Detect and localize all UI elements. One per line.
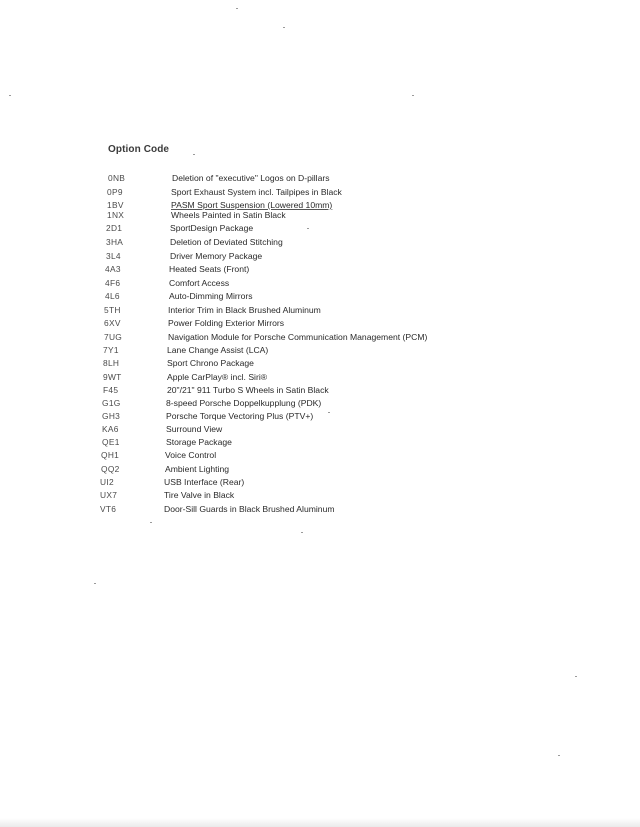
option-description: Wheels Painted in Satin Black: [171, 210, 286, 220]
option-code: 5TH: [104, 305, 121, 315]
option-code: 4F6: [105, 278, 121, 288]
option-code: 9WT: [103, 372, 122, 382]
option-code: 3HA: [106, 237, 124, 247]
option-description: Sport Chrono Package: [167, 358, 254, 368]
option-code-heading: Option Code: [108, 144, 170, 155]
option-code: 8LH: [103, 358, 120, 368]
option-code: 6XV: [104, 318, 121, 328]
option-code: VT6: [100, 504, 117, 514]
option-description: Lane Change Assist (LCA): [167, 345, 269, 355]
option-description: 20"/21" 911 Turbo S Wheels in Satin Black: [167, 385, 329, 395]
option-description: Apple CarPlay® incl. Siri®: [167, 372, 268, 382]
scan-speck: [307, 228, 309, 229]
option-code: G1G: [102, 398, 121, 408]
option-code: 3L4: [106, 251, 121, 261]
scan-speck: [301, 532, 303, 533]
option-code: KA6: [102, 424, 119, 434]
scan-speck: [150, 522, 152, 523]
option-description: Ambient Lighting: [165, 464, 230, 474]
option-description: SportDesign Package: [170, 223, 254, 233]
option-description: USB Interface (Rear): [164, 477, 245, 487]
option-description: Heated Seats (Front): [169, 264, 250, 274]
scan-speck: [9, 95, 11, 96]
option-code: QE1: [102, 437, 120, 447]
option-code: UX7: [100, 490, 118, 500]
option-code: F45: [103, 385, 119, 395]
option-description: Auto-Dimming Mirrors: [169, 291, 253, 301]
option-description: Power Folding Exterior Mirrors: [168, 318, 285, 328]
option-code: 0NB: [108, 173, 126, 183]
option-code: 4A3: [105, 264, 121, 274]
option-code: 1BV: [107, 200, 124, 210]
option-code: 2D1: [106, 223, 123, 233]
option-code: 7Y1: [103, 345, 119, 355]
option-description: Surround View: [166, 424, 223, 434]
option-description: Comfort Access: [169, 278, 230, 288]
option-description: Driver Memory Package: [170, 251, 263, 261]
option-description: Voice Control: [165, 450, 217, 460]
option-description: Storage Package: [166, 437, 232, 447]
option-description: Deletion of Deviated Stitching: [170, 237, 283, 247]
option-description: Navigation Module for Porsche Communication Management (PCM): [168, 332, 428, 342]
option-code: QH1: [101, 450, 120, 460]
scan-speck: [236, 8, 238, 9]
scan-speck: [412, 95, 414, 96]
scan-speck: [94, 583, 96, 584]
option-description: 8-speed Porsche Doppelkupplung (PDK): [166, 398, 322, 408]
option-code: 1NX: [107, 210, 125, 220]
option-description: Door-Sill Guards in Black Brushed Aluminum: [164, 504, 335, 514]
option-description: Tire Valve in Black: [164, 490, 235, 500]
scan-speck: [575, 676, 577, 677]
scan-bottom-edge: [0, 818, 640, 827]
scan-speck: [558, 755, 560, 756]
option-description: Sport Exhaust System incl. Tailpipes in Black: [171, 187, 342, 197]
option-code: 0P9: [107, 187, 123, 197]
option-description: Interior Trim in Black Brushed Aluminum: [168, 305, 321, 315]
option-code: GH3: [102, 411, 121, 421]
option-description: Deletion of "executive" Logos on D-pillars: [172, 173, 330, 183]
option-code: 4L6: [105, 291, 120, 301]
option-description: Porsche Torque Vectoring Plus (PTV+): [166, 411, 314, 421]
option-code: UI2: [100, 477, 114, 487]
option-description: PASM Sport Suspension (Lowered 10mm): [171, 200, 333, 210]
scan-speck: [283, 27, 285, 28]
option-code: QQ2: [101, 464, 120, 474]
option-code: 7UG: [104, 332, 123, 342]
scan-speck: [328, 412, 330, 413]
scan-speck: [193, 154, 195, 155]
